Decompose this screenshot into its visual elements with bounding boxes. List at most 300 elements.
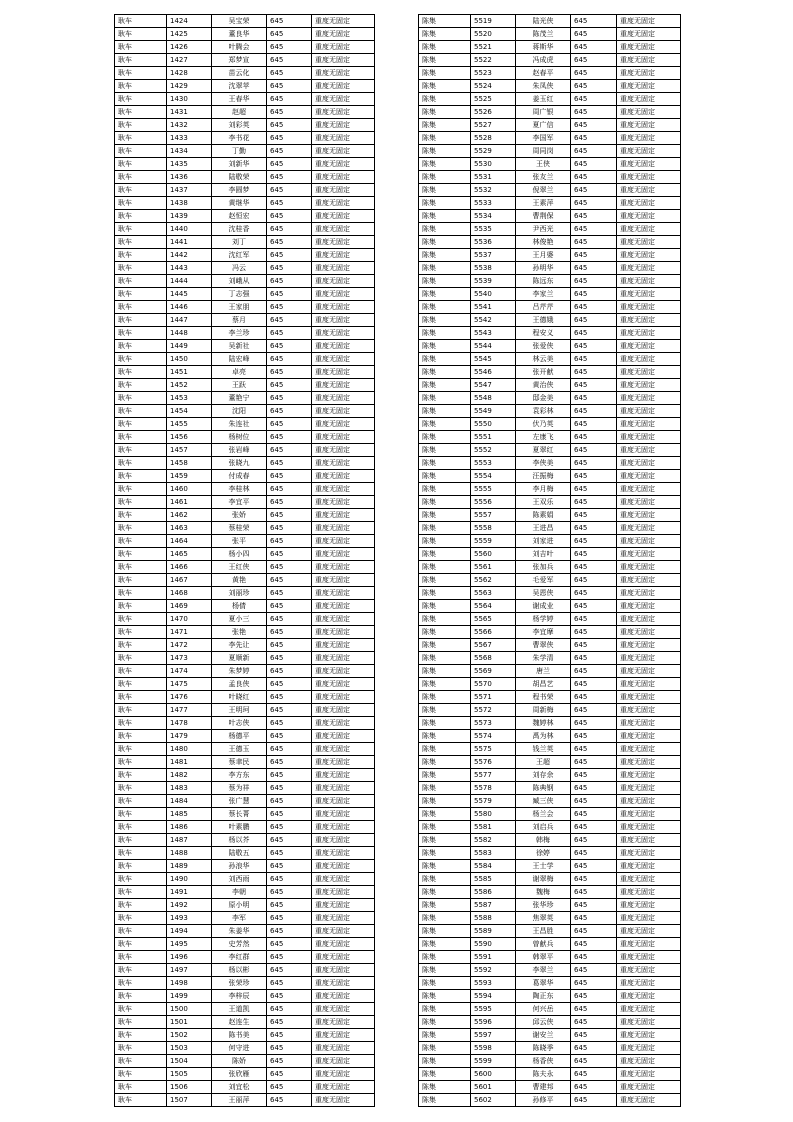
cell-amount: 645 bbox=[267, 548, 312, 561]
cell-name: 张欣雁 bbox=[212, 1068, 267, 1081]
cell-amount: 645 bbox=[571, 366, 617, 379]
cell-amount: 645 bbox=[571, 340, 617, 353]
cell-town: 耿车 bbox=[115, 15, 167, 28]
cell-category: 重度无固定 bbox=[312, 366, 375, 379]
cell-town: 陈集 bbox=[419, 756, 471, 769]
cell-town: 耿车 bbox=[115, 106, 167, 119]
cell-id: 5524 bbox=[471, 80, 516, 93]
cell-amount: 645 bbox=[571, 912, 617, 925]
cell-category: 重度无固定 bbox=[617, 405, 681, 418]
table-row bbox=[419, 652, 681, 665]
table-row bbox=[115, 1029, 375, 1042]
cell-town: 耿车 bbox=[115, 392, 167, 405]
cell-id: 1477 bbox=[167, 704, 212, 717]
cell-amount: 645 bbox=[267, 392, 312, 405]
cell-id: 1481 bbox=[167, 756, 212, 769]
table-row bbox=[419, 678, 681, 691]
cell-id: 5555 bbox=[471, 483, 516, 496]
cell-amount: 645 bbox=[267, 457, 312, 470]
cell-town: 陈集 bbox=[419, 509, 471, 522]
cell-town: 陈集 bbox=[419, 782, 471, 795]
cell-amount: 645 bbox=[571, 1042, 617, 1055]
cell-name: 丁志强 bbox=[212, 288, 267, 301]
cell-name: 原小明 bbox=[212, 899, 267, 912]
cell-id: 5530 bbox=[471, 158, 516, 171]
cell-town: 耿车 bbox=[115, 210, 167, 223]
table-row bbox=[115, 54, 375, 67]
cell-name: 吕芹芹 bbox=[516, 301, 571, 314]
table-row bbox=[115, 379, 375, 392]
cell-id: 1507 bbox=[167, 1094, 212, 1107]
cell-category: 重度无固定 bbox=[312, 548, 375, 561]
cell-amount: 645 bbox=[267, 119, 312, 132]
cell-category: 重度无固定 bbox=[312, 1042, 375, 1055]
table-row bbox=[115, 1055, 375, 1068]
cell-amount: 645 bbox=[571, 938, 617, 951]
cell-amount: 645 bbox=[267, 106, 312, 119]
table-row bbox=[419, 483, 681, 496]
cell-amount: 645 bbox=[267, 262, 312, 275]
cell-town: 耿车 bbox=[115, 860, 167, 873]
cell-amount: 645 bbox=[571, 587, 617, 600]
cell-town: 耿车 bbox=[115, 262, 167, 275]
table-row bbox=[115, 821, 375, 834]
cell-id: 1488 bbox=[167, 847, 212, 860]
cell-category: 重度无固定 bbox=[617, 951, 681, 964]
cell-amount: 645 bbox=[571, 54, 617, 67]
cell-name: 李侠美 bbox=[516, 457, 571, 470]
cell-category: 重度无固定 bbox=[617, 665, 681, 678]
cell-amount: 645 bbox=[571, 964, 617, 977]
cell-amount: 645 bbox=[267, 340, 312, 353]
cell-id: 5549 bbox=[471, 405, 516, 418]
cell-name: 谢安兰 bbox=[516, 1029, 571, 1042]
cell-amount: 645 bbox=[267, 41, 312, 54]
cell-town: 陈集 bbox=[419, 899, 471, 912]
cell-id: 5588 bbox=[471, 912, 516, 925]
cell-id: 5590 bbox=[471, 938, 516, 951]
cell-name: 周广银 bbox=[516, 106, 571, 119]
cell-town: 陈集 bbox=[419, 366, 471, 379]
cell-name: 周同岗 bbox=[516, 145, 571, 158]
cell-name: 吴新社 bbox=[212, 340, 267, 353]
cell-town: 陈集 bbox=[419, 821, 471, 834]
table-row bbox=[115, 483, 375, 496]
cell-category: 重度无固定 bbox=[312, 613, 375, 626]
cell-town: 耿车 bbox=[115, 483, 167, 496]
cell-id: 1438 bbox=[167, 197, 212, 210]
cell-town: 耿车 bbox=[115, 236, 167, 249]
cell-town: 耿车 bbox=[115, 288, 167, 301]
cell-town: 陈集 bbox=[419, 1055, 471, 1068]
cell-town: 耿车 bbox=[115, 834, 167, 847]
cell-town: 陈集 bbox=[419, 886, 471, 899]
cell-amount: 645 bbox=[571, 1081, 617, 1094]
cell-town: 陈集 bbox=[419, 379, 471, 392]
cell-id: 1454 bbox=[167, 405, 212, 418]
cell-amount: 645 bbox=[267, 353, 312, 366]
cell-id: 1458 bbox=[167, 457, 212, 470]
cell-name: 何兴岳 bbox=[516, 1003, 571, 1016]
cell-id: 1455 bbox=[167, 418, 212, 431]
cell-town: 陈集 bbox=[419, 314, 471, 327]
cell-town: 耿车 bbox=[115, 613, 167, 626]
cell-id: 1506 bbox=[167, 1081, 212, 1094]
cell-id: 5597 bbox=[471, 1029, 516, 1042]
cell-name: 刘宜松 bbox=[212, 1081, 267, 1094]
table-row bbox=[115, 782, 375, 795]
cell-name: 朱学清 bbox=[516, 652, 571, 665]
cell-amount: 645 bbox=[267, 847, 312, 860]
cell-id: 1425 bbox=[167, 28, 212, 41]
cell-town: 陈集 bbox=[419, 1016, 471, 1029]
cell-id: 1486 bbox=[167, 821, 212, 834]
cell-category: 重度无固定 bbox=[312, 236, 375, 249]
cell-id: 5577 bbox=[471, 769, 516, 782]
cell-amount: 645 bbox=[267, 1081, 312, 1094]
cell-name: 蔡桂荣 bbox=[212, 522, 267, 535]
cell-category: 重度无固定 bbox=[617, 561, 681, 574]
cell-amount: 645 bbox=[571, 652, 617, 665]
cell-category: 重度无固定 bbox=[312, 1003, 375, 1016]
table-row bbox=[419, 106, 681, 119]
cell-name: 李书花 bbox=[212, 132, 267, 145]
cell-name: 杨树位 bbox=[212, 431, 267, 444]
cell-category: 重度无固定 bbox=[312, 626, 375, 639]
cell-name: 李宜摩 bbox=[516, 626, 571, 639]
cell-category: 重度无固定 bbox=[312, 119, 375, 132]
cell-category: 重度无固定 bbox=[312, 977, 375, 990]
cell-town: 陈集 bbox=[419, 1081, 471, 1094]
cell-amount: 645 bbox=[267, 912, 312, 925]
table-row bbox=[115, 561, 375, 574]
cell-name: 钱兰英 bbox=[516, 743, 571, 756]
cell-category: 重度无固定 bbox=[312, 54, 375, 67]
cell-amount: 645 bbox=[571, 639, 617, 652]
cell-amount: 645 bbox=[571, 782, 617, 795]
cell-amount: 645 bbox=[571, 1068, 617, 1081]
cell-id: 5523 bbox=[471, 67, 516, 80]
cell-name: 李方东 bbox=[212, 769, 267, 782]
cell-name: 李兰珍 bbox=[212, 327, 267, 340]
table-row bbox=[419, 782, 681, 795]
cell-name: 李圆梦 bbox=[212, 184, 267, 197]
cell-amount: 645 bbox=[571, 730, 617, 743]
cell-town: 陈集 bbox=[419, 587, 471, 600]
cell-town: 耿车 bbox=[115, 522, 167, 535]
cell-category: 重度无固定 bbox=[617, 535, 681, 548]
cell-category: 重度无固定 bbox=[617, 522, 681, 535]
cell-name: 陶正东 bbox=[516, 990, 571, 1003]
cell-id: 1476 bbox=[167, 691, 212, 704]
table-row bbox=[419, 743, 681, 756]
cell-amount: 645 bbox=[267, 691, 312, 704]
cell-id: 1431 bbox=[167, 106, 212, 119]
cell-category: 重度无固定 bbox=[312, 730, 375, 743]
cell-category: 重度无固定 bbox=[312, 1094, 375, 1107]
cell-id: 1500 bbox=[167, 1003, 212, 1016]
cell-name: 赵超 bbox=[212, 106, 267, 119]
cell-id: 5520 bbox=[471, 28, 516, 41]
cell-town: 陈集 bbox=[419, 730, 471, 743]
table-row bbox=[115, 1094, 375, 1107]
table-row bbox=[115, 28, 375, 41]
cell-id: 1467 bbox=[167, 574, 212, 587]
table-row bbox=[419, 509, 681, 522]
table-row bbox=[115, 535, 375, 548]
cell-id: 5580 bbox=[471, 808, 516, 821]
cell-town: 陈集 bbox=[419, 795, 471, 808]
cell-category: 重度无固定 bbox=[617, 210, 681, 223]
cell-amount: 645 bbox=[267, 704, 312, 717]
cell-town: 陈集 bbox=[419, 548, 471, 561]
table-row bbox=[419, 119, 681, 132]
cell-id: 1443 bbox=[167, 262, 212, 275]
cell-category: 重度无固定 bbox=[312, 652, 375, 665]
cell-amount: 645 bbox=[267, 184, 312, 197]
cell-town: 耿车 bbox=[115, 691, 167, 704]
cell-name: 张娇 bbox=[212, 509, 267, 522]
cell-amount: 645 bbox=[571, 834, 617, 847]
cell-town: 陈集 bbox=[419, 301, 471, 314]
table-row bbox=[115, 80, 375, 93]
cell-town: 耿车 bbox=[115, 600, 167, 613]
cell-id: 5578 bbox=[471, 782, 516, 795]
cell-amount: 645 bbox=[267, 665, 312, 678]
cell-category: 重度无固定 bbox=[617, 132, 681, 145]
cell-amount: 645 bbox=[571, 795, 617, 808]
cell-id: 1494 bbox=[167, 925, 212, 938]
cell-name: 王家朋 bbox=[212, 301, 267, 314]
cell-amount: 645 bbox=[571, 509, 617, 522]
cell-amount: 645 bbox=[571, 990, 617, 1003]
table-row bbox=[115, 106, 375, 119]
cell-name: 李先让 bbox=[212, 639, 267, 652]
cell-name: 林俊艳 bbox=[516, 236, 571, 249]
cell-id: 5545 bbox=[471, 353, 516, 366]
cell-town: 陈集 bbox=[419, 639, 471, 652]
table-row bbox=[115, 249, 375, 262]
cell-town: 陈集 bbox=[419, 28, 471, 41]
cell-id: 1475 bbox=[167, 678, 212, 691]
table-row bbox=[115, 730, 375, 743]
cell-id: 5557 bbox=[471, 509, 516, 522]
left-table bbox=[114, 14, 375, 1107]
cell-town: 陈集 bbox=[419, 171, 471, 184]
cell-amount: 645 bbox=[267, 1016, 312, 1029]
table-row bbox=[115, 67, 375, 80]
cell-category: 重度无固定 bbox=[617, 54, 681, 67]
cell-id: 1463 bbox=[167, 522, 212, 535]
cell-id: 5567 bbox=[471, 639, 516, 652]
table-row bbox=[115, 275, 375, 288]
table-row bbox=[419, 873, 681, 886]
table-row bbox=[115, 236, 375, 249]
cell-category: 重度无固定 bbox=[312, 574, 375, 587]
cell-id: 1490 bbox=[167, 873, 212, 886]
cell-name: 何守进 bbox=[212, 1042, 267, 1055]
cell-category: 重度无固定 bbox=[617, 67, 681, 80]
cell-id: 1444 bbox=[167, 275, 212, 288]
cell-id: 1435 bbox=[167, 158, 212, 171]
cell-amount: 645 bbox=[267, 275, 312, 288]
cell-id: 1448 bbox=[167, 327, 212, 340]
table-row bbox=[419, 132, 681, 145]
cell-town: 耿车 bbox=[115, 873, 167, 886]
cell-name: 陈夫永 bbox=[516, 1068, 571, 1081]
cell-name: 王侠 bbox=[516, 158, 571, 171]
cell-town: 耿车 bbox=[115, 938, 167, 951]
cell-id: 1451 bbox=[167, 366, 212, 379]
cell-id: 5537 bbox=[471, 249, 516, 262]
table-row bbox=[115, 1081, 375, 1094]
cell-id: 1484 bbox=[167, 795, 212, 808]
cell-name: 王士学 bbox=[516, 860, 571, 873]
table-row bbox=[419, 600, 681, 613]
cell-category: 重度无固定 bbox=[617, 28, 681, 41]
cell-town: 陈集 bbox=[419, 444, 471, 457]
cell-amount: 645 bbox=[267, 93, 312, 106]
cell-amount: 645 bbox=[267, 418, 312, 431]
cell-amount: 645 bbox=[267, 249, 312, 262]
cell-town: 耿车 bbox=[115, 249, 167, 262]
cell-category: 重度无固定 bbox=[617, 782, 681, 795]
cell-town: 陈集 bbox=[419, 834, 471, 847]
cell-category: 重度无固定 bbox=[617, 977, 681, 990]
cell-name: 杨以彬 bbox=[212, 964, 267, 977]
cell-category: 重度无固定 bbox=[312, 158, 375, 171]
cell-town: 耿车 bbox=[115, 171, 167, 184]
table-row bbox=[419, 1003, 681, 1016]
table-row bbox=[115, 522, 375, 535]
cell-town: 陈集 bbox=[419, 912, 471, 925]
cell-town: 陈集 bbox=[419, 119, 471, 132]
cell-name: 刘启兵 bbox=[516, 821, 571, 834]
cell-id: 5556 bbox=[471, 496, 516, 509]
cell-name: 韩梅 bbox=[516, 834, 571, 847]
cell-name: 刘丽珍 bbox=[212, 587, 267, 600]
cell-name: 韩翠平 bbox=[516, 951, 571, 964]
cell-category: 重度无固定 bbox=[617, 158, 681, 171]
cell-town: 陈集 bbox=[419, 15, 471, 28]
cell-amount: 645 bbox=[267, 171, 312, 184]
cell-town: 耿车 bbox=[115, 717, 167, 730]
cell-town: 耿车 bbox=[115, 756, 167, 769]
cell-town: 陈集 bbox=[419, 769, 471, 782]
cell-amount: 645 bbox=[267, 925, 312, 938]
cell-amount: 645 bbox=[571, 847, 617, 860]
cell-amount: 645 bbox=[267, 652, 312, 665]
cell-category: 重度无固定 bbox=[617, 1055, 681, 1068]
cell-category: 重度无固定 bbox=[312, 262, 375, 275]
cell-category: 重度无固定 bbox=[617, 678, 681, 691]
cell-amount: 645 bbox=[571, 223, 617, 236]
cell-name: 沈阳 bbox=[212, 405, 267, 418]
cell-town: 耿车 bbox=[115, 1003, 167, 1016]
cell-amount: 645 bbox=[267, 756, 312, 769]
cell-id: 1473 bbox=[167, 652, 212, 665]
cell-amount: 645 bbox=[571, 93, 617, 106]
cell-name: 付成春 bbox=[212, 470, 267, 483]
cell-name: 王德娥 bbox=[516, 314, 571, 327]
cell-name: 王明珂 bbox=[212, 704, 267, 717]
cell-amount: 645 bbox=[571, 145, 617, 158]
cell-id: 1445 bbox=[167, 288, 212, 301]
cell-amount: 645 bbox=[571, 886, 617, 899]
cell-amount: 645 bbox=[571, 522, 617, 535]
cell-town: 陈集 bbox=[419, 1094, 471, 1107]
cell-name: 黄艳 bbox=[212, 574, 267, 587]
cell-name: 李朝 bbox=[212, 886, 267, 899]
cell-id: 1482 bbox=[167, 769, 212, 782]
cell-town: 耿车 bbox=[115, 67, 167, 80]
cell-town: 陈集 bbox=[419, 275, 471, 288]
cell-name: 王超 bbox=[516, 756, 571, 769]
cell-id: 1462 bbox=[167, 509, 212, 522]
cell-category: 重度无固定 bbox=[617, 197, 681, 210]
cell-id: 1487 bbox=[167, 834, 212, 847]
cell-category: 重度无固定 bbox=[617, 223, 681, 236]
cell-name: 张岩峰 bbox=[212, 444, 267, 457]
left-table-body bbox=[115, 15, 375, 1107]
cell-name: 李家兰 bbox=[516, 288, 571, 301]
cell-town: 耿车 bbox=[115, 470, 167, 483]
cell-amount: 645 bbox=[571, 600, 617, 613]
cell-category: 重度无固定 bbox=[617, 730, 681, 743]
cell-category: 重度无固定 bbox=[617, 691, 681, 704]
cell-id: 1495 bbox=[167, 938, 212, 951]
cell-id: 5548 bbox=[471, 392, 516, 405]
cell-amount: 645 bbox=[267, 860, 312, 873]
cell-amount: 645 bbox=[571, 665, 617, 678]
cell-name: 张艳 bbox=[212, 626, 267, 639]
cell-amount: 645 bbox=[571, 210, 617, 223]
cell-town: 陈集 bbox=[419, 951, 471, 964]
table-row bbox=[419, 639, 681, 652]
cell-name: 朱凤侠 bbox=[516, 80, 571, 93]
cell-town: 耿车 bbox=[115, 340, 167, 353]
cell-id: 5519 bbox=[471, 15, 516, 28]
table-row bbox=[419, 249, 681, 262]
cell-category: 重度无固定 bbox=[617, 1042, 681, 1055]
cell-name: 林云美 bbox=[516, 353, 571, 366]
cell-amount: 645 bbox=[267, 327, 312, 340]
cell-town: 陈集 bbox=[419, 405, 471, 418]
cell-amount: 645 bbox=[571, 418, 617, 431]
cell-category: 重度无固定 bbox=[617, 184, 681, 197]
cell-id: 5534 bbox=[471, 210, 516, 223]
cell-category: 重度无固定 bbox=[617, 639, 681, 652]
cell-category: 重度无固定 bbox=[312, 275, 375, 288]
cell-town: 耿车 bbox=[115, 769, 167, 782]
cell-name: 王春华 bbox=[212, 93, 267, 106]
table-row bbox=[419, 1068, 681, 1081]
cell-category: 重度无固定 bbox=[617, 756, 681, 769]
cell-amount: 645 bbox=[267, 431, 312, 444]
cell-category: 重度无固定 bbox=[617, 119, 681, 132]
cell-name: 李国军 bbox=[516, 132, 571, 145]
cell-id: 1452 bbox=[167, 379, 212, 392]
cell-id: 1498 bbox=[167, 977, 212, 990]
cell-id: 5550 bbox=[471, 418, 516, 431]
cell-category: 重度无固定 bbox=[312, 210, 375, 223]
cell-name: 张爱侠 bbox=[516, 340, 571, 353]
cell-amount: 645 bbox=[267, 769, 312, 782]
cell-town: 耿车 bbox=[115, 990, 167, 1003]
cell-id: 5585 bbox=[471, 873, 516, 886]
cell-id: 1430 bbox=[167, 93, 212, 106]
cell-name: 王素萍 bbox=[516, 197, 571, 210]
